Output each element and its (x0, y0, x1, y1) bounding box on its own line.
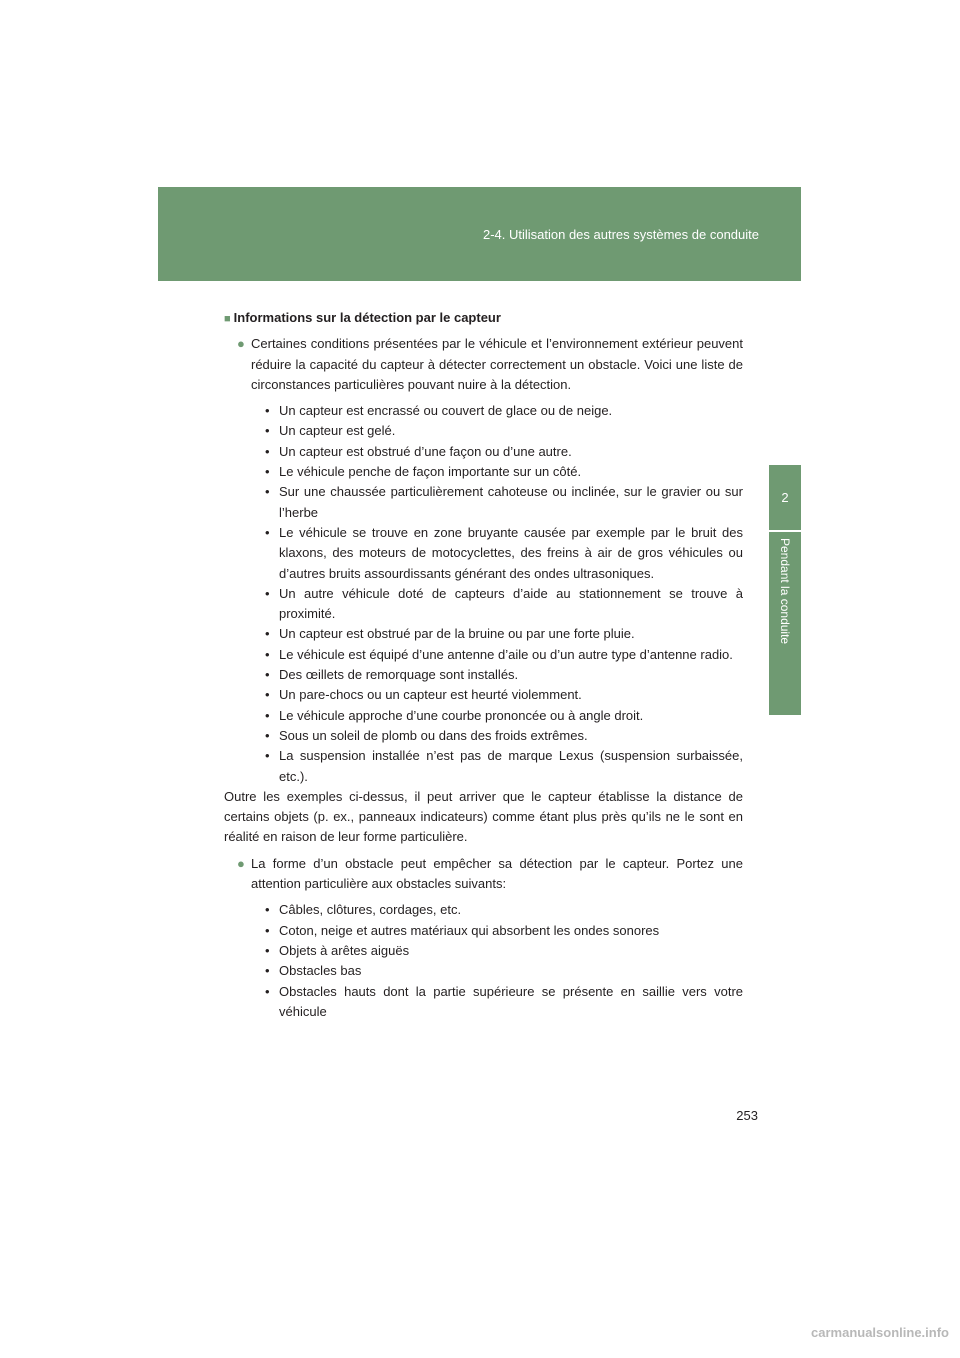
list-item-text: Un capteur est gelé. (279, 423, 396, 439)
bullet-mark: • (265, 423, 270, 439)
bullet-mark: • (265, 963, 270, 979)
bullet-mark: • (265, 902, 270, 918)
list-item (265, 482, 743, 523)
page-number: 253 (736, 1108, 758, 1123)
bullet-mark: • (265, 464, 270, 480)
list-item-text: Des œillets de remorquage sont installés. (279, 667, 519, 683)
list-item-text: Le véhicule penche de façon importante sur un côté. (279, 464, 582, 480)
list-item-text: Le véhicule est équipé d’une antenne d’aile ou d’un autre type d’antenne radio. (279, 646, 733, 662)
section-heading (224, 308, 743, 329)
bullet-mark: • (265, 707, 270, 723)
bullet-mark: • (265, 626, 270, 642)
list-item-text: Un autre véhicule doté de capteurs d’aide au stationnement se trouve à proximité. (279, 585, 743, 622)
bullet-mark: • (265, 585, 270, 601)
list-item (265, 726, 743, 746)
bullet-mark: • (265, 942, 270, 958)
list-item (265, 462, 743, 482)
list-item (265, 961, 743, 981)
chapter-number: 2 (769, 465, 801, 532)
list-item-text: Le véhicule approche d’une courbe prononcée ou à angle droit. (279, 707, 644, 723)
bullet-mark: • (265, 687, 270, 703)
bullet-mark: • (265, 524, 270, 540)
list-item-text: Le véhicule se trouve en zone bruyante causée par exemple par le bruit des klaxons, des moteurs de motocyclettes, des freins à air de gros véhicules ou d’autres bruits assourdissants générant des ondes ultrasoniques. (279, 524, 743, 581)
bullet-mark: • (265, 646, 270, 662)
bullet-mark: • (265, 484, 270, 500)
bullet-paragraph-2-text: La forme d’un obstacle peut empêcher sa détection par le capteur. Portez une attention particulière aux obstacles suivants: (251, 855, 743, 892)
list-item (265, 665, 743, 685)
list-item-text: Objets à arêtes aiguës (279, 942, 410, 958)
bullet-paragraph-1-text: Certaines conditions présentées par le véhicule et l’environnement extérieur peuvent réduire la capacité du capteur à détecter correctement un obstacle. Voici une liste de circonstances particulières pouvant nuire à la détection. (251, 336, 743, 392)
list-item-text: Sous un soleil de plomb ou dans des froids extrêmes. (279, 727, 588, 743)
list-item-text: Sur une chaussée particulièrement cahoteuse ou inclinée, sur le gravier ou sur l’herbe (279, 484, 743, 520)
bullet-paragraph-1 (237, 334, 743, 395)
bullet-mark: • (265, 667, 270, 683)
list-item-text: Un pare-chocs ou un capteur est heurté violemment. (279, 687, 582, 703)
list-item (265, 941, 743, 961)
list-item-text: Obstacles bas (279, 963, 362, 979)
square-icon: ■ (224, 313, 231, 325)
list-item (265, 921, 743, 941)
watermark: carmanualsonline.info (811, 1325, 949, 1340)
list-item (265, 685, 743, 705)
bullet-mark: • (265, 983, 270, 999)
chapter-label-box (769, 532, 801, 715)
list-item (265, 900, 743, 920)
list-item-text: Coton, neige et autres matériaux qui absorbent les ondes sonores (279, 922, 660, 938)
list-item (265, 584, 743, 625)
list-item (265, 706, 743, 726)
chapter-header (158, 187, 801, 281)
list-item (265, 624, 743, 644)
list-item-text: Câbles, clôtures, cordages, etc. (279, 902, 462, 918)
list-item (265, 645, 743, 665)
bullet-mark: • (265, 403, 270, 419)
list-item-text: Un capteur est obstrué d’une façon ou d’une autre. (279, 443, 572, 459)
list-item-text: Un capteur est obstrué par de la bruine ou par une forte pluie. (279, 626, 635, 642)
list-item (265, 401, 743, 421)
body-paragraph: Outre les exemples ci-dessus, il peut arriver que le capteur établisse la distance de certains objets (p. ex., panneaux indicateurs) comme étant plus près qu’ils ne le sont en réalité en raison de leur forme particulière. (224, 788, 743, 845)
circle-bullet-icon: ● (237, 855, 245, 871)
chapter-label: Pendant la conduite (778, 538, 792, 645)
obstacles-list (237, 900, 743, 1022)
bullet-paragraph-2 (237, 854, 743, 895)
bullet-mark: • (265, 922, 270, 938)
bullet-mark: • (265, 748, 270, 764)
list-item (265, 442, 743, 462)
chapter-title: 2-4. Utilisation des autres systèmes de conduite (482, 227, 759, 242)
list-item (265, 523, 743, 584)
section-heading-text: Informations sur la détection par le capteur (233, 310, 501, 325)
bullet-mark: • (265, 727, 270, 743)
circle-bullet-icon: ● (237, 336, 245, 352)
page-content (224, 308, 743, 1022)
list-item-text: Un capteur est encrassé ou couvert de glace ou de neige. (279, 403, 613, 419)
chapter-side-tab (769, 465, 801, 715)
list-item (265, 746, 743, 787)
list-item-text: La suspension installée n’est pas de marque Lexus (suspension surbaissée, etc.). (279, 748, 743, 784)
conditions-list (237, 401, 743, 787)
list-item (265, 421, 743, 441)
list-item (265, 982, 743, 1023)
bullet-mark: • (265, 443, 270, 459)
list-item-text: Obstacles hauts dont la partie supérieure se présente en saillie vers votre véhicule (279, 983, 743, 1019)
